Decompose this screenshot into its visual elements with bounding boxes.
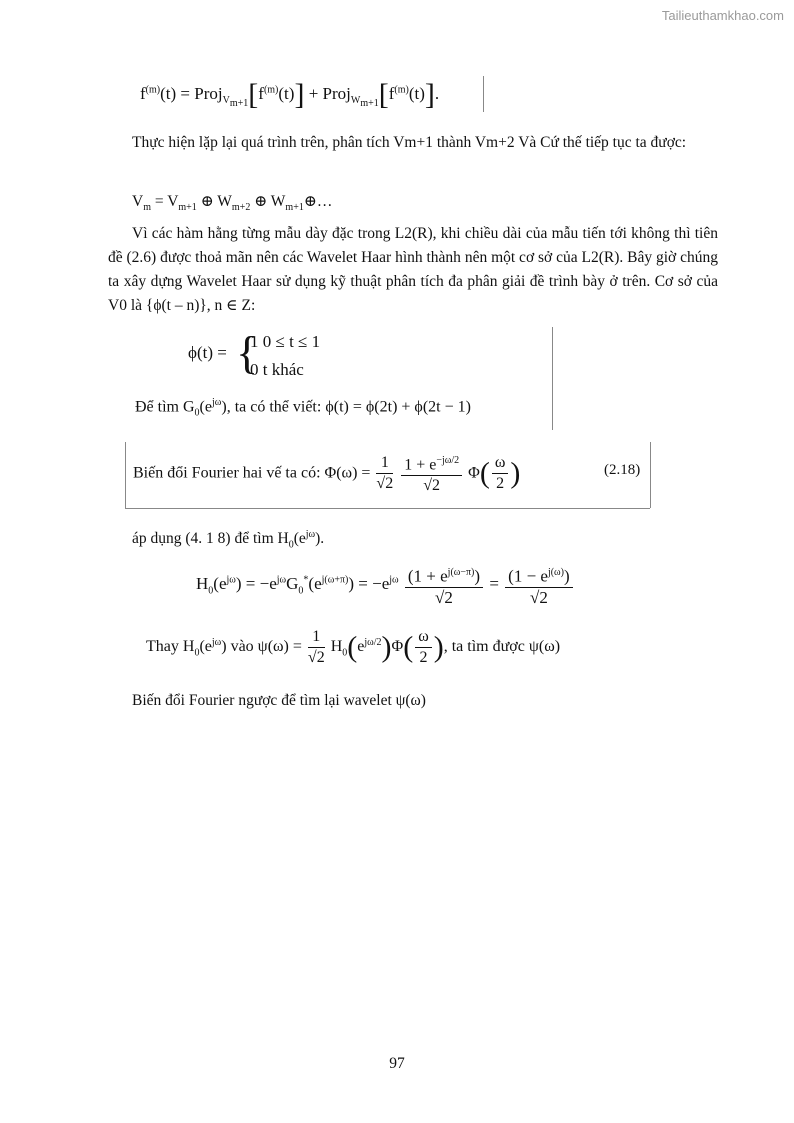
- page-number: 97: [389, 1055, 405, 1072]
- paragraph-4: áp dụng (4. 1 8) để tìm $H_0(e^{j\omega})$.: [132, 529, 325, 551]
- phi-case-1: 1 0 ≤ t ≤ 1: [250, 332, 321, 351]
- box-right-border: [650, 442, 651, 508]
- equation-g0: Để tìm $G_0(e^{j\omega})$, ta có thể viết: ϕ(t) = ϕ(2t) + ϕ(2t − 1): [135, 397, 471, 419]
- box-bottom-border: [125, 508, 650, 509]
- equation-h0: $H_0(e^{j\omega}) = -e^{j\omega}G_0^*(e^{j(\omega+\pi)}) = -e^{j\omega}$ $\frac{(1 + e^{j(\omega-\pi)})}{√2}$ = $\frac{(1 - e^{j(\omega)})}{√2}$: [196, 563, 575, 608]
- box-left-border: [125, 442, 126, 508]
- phi-border: [552, 327, 553, 430]
- paragraph-1: Thực hiện lặp lại quá trình trên, phân tích Vm+1 thành Vm+2 Và Cứ thế tiếp tục ta được:: [132, 134, 687, 151]
- equation-psi: Thay $H_0(e^{j\omega})$ vào ψ(ω) = $\frac{1}{√2}$ $H_0(e^{j\omega/2})\Phi$( $\frac{\omega}{2}$ ), ta tìm được ψ(ω): [146, 628, 561, 666]
- equation-projection: $f^{(m)}(t)$ = $Proj_{V_{m+1}}[f^{(m)}(t)]$ + $Proj_{W_{m+1}}[f^{(m)}(t)]$.: [140, 78, 440, 111]
- equation-number: (2.18): [604, 462, 641, 478]
- paragraph-5: Biến đổi Fourier ngược để tìm lại wavelet ψ(ω): [132, 692, 426, 709]
- psi-tail: , ta tìm được ψ(ω): [443, 638, 561, 656]
- brace-icon: {: [236, 327, 259, 378]
- fourier-label: Biến đổi Fourier hai vế ta có:: [133, 464, 321, 482]
- paragraph-3: Vì các hàm hằng từng mẫu dày đặc trong L2(R), khi chiều dài của mẫu tiến tới không thì tiên đề (2.6) được thoả mãn nên các Wavelet Haar hình thành nên một cơ sở của L2(R). Bây giờ chúng ta xây dựng Wavelet Haar sử dụng kỹ thuật phân tích đa phân giải đề trình bày ở trên. Cơ sở của V0 là {ϕ(t – n)}, n ∈ Z:: [108, 225, 718, 314]
- watermark: Tailieuthamkhao.com: [661, 8, 784, 23]
- phi-case-2: 0 t khác: [250, 360, 304, 379]
- paragraph-2: $V_m = V_{m+1}$ ⊕ $W_{m+2}$ ⊕ $W_{m+1}\oplus\dots$: [132, 193, 333, 214]
- equation-fourier: Biến đổi Fourier hai vế ta có: Φ(ω) = $\frac{1}{√2}$ $\frac{1 + e^{-j\omega/2}}{√2}$ Φ( $\frac{\omega}{2}$ ): [133, 451, 520, 496]
- equation-border: [483, 76, 484, 112]
- phi-label: ϕ(t) =: [188, 343, 227, 362]
